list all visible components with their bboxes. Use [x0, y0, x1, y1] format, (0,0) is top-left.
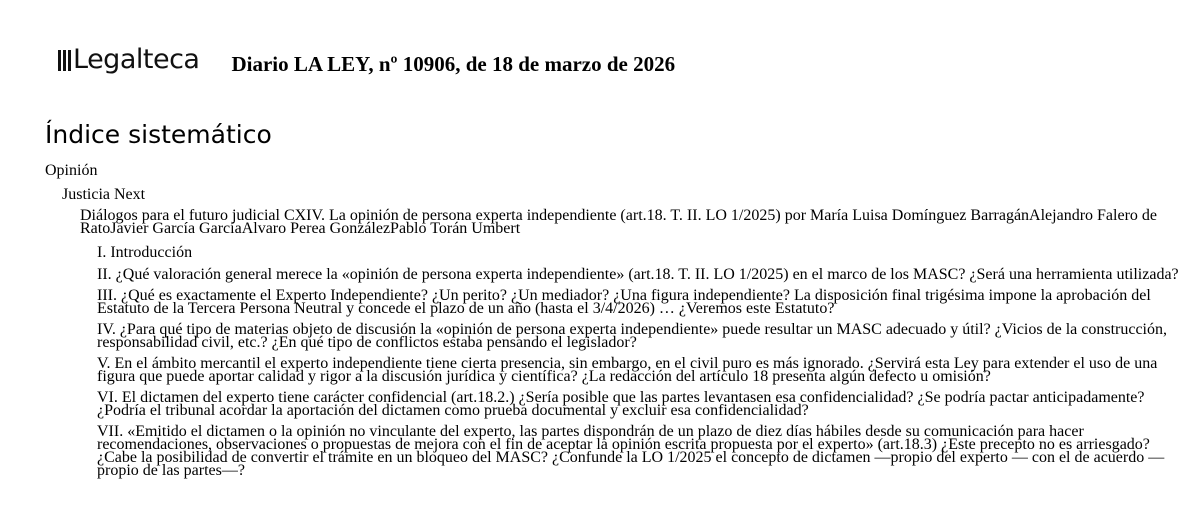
toc-item[interactable]: IV. ¿Para qué tipo de materias objeto de discusión la «opinión de persona experta independiente» puede resultar un MASC adecuado y útil? ¿Vicios de la construcción, responsabilidad civil, etc.? ¿En qué tipo de conflictos estaba pensando el legislador?: [97, 321, 1167, 351]
article-authors: María Luisa Domínguez BarragánAlejandro Falero de RatoJavier García GarcíaAlvaro Perea GonzálezPablo Torán Umbert: [80, 207, 1157, 237]
index-title: Índice sistemático: [45, 120, 272, 149]
issue-title: Diario LA LEY, nº 10906, de 18 de marzo de 2026: [231, 51, 676, 76]
toc-section-opinion[interactable]: Opinión: [45, 162, 98, 179]
document-header: [58, 44, 675, 77]
toc-item[interactable]: V. En el ámbito mercantil el experto independiente tiene cierta presencia, sin embargo, en el civil puro es más ignorado. ¿Servirá esta Ley para extender el uso de una figura que puede aportar calidad y rigor a la discusión jurídica y científica? ¿La redacción del artículo 18 presenta algún defecto u omisión?: [97, 355, 1158, 385]
legalteca-logo[interactable]: [58, 44, 199, 75]
toc-item[interactable]: II. ¿Qué valoración general merece la «opinión de persona experta independiente» (art.18. T. II. LO 1/2025) en el marco de los MASC? ¿Será una herramienta utilizada?: [97, 266, 1179, 283]
article-title: Diálogos para el futuro judicial CXIV. La opinión de persona experta independiente (art.18. T. II. LO 1/2025) por: [80, 207, 811, 224]
toc-item[interactable]: III. ¿Qué es exactamente el Experto Independiente? ¿Un perito? ¿Un mediador? ¿Una figura independiente? La disposición final trigésima impone la aprobación del Estatuto de la Tercera Persona Neutral y concede el plazo de un año (hasta el 3/4/2026) … ¿Veremos este Estatuto?: [97, 287, 1151, 317]
logo-text: Legalteca: [73, 44, 200, 75]
toc-item[interactable]: VI. El dictamen del experto tiene carácter confidencial (art.18.2.) ¿Sería posible que las partes levantasen esa confidencialidad? ¿Se podría pactar anticipadamente? ¿Podría el tribunal acordar la aportación del dictamen como prueba documental y excluir esa confidencialidad?: [97, 389, 1145, 419]
toc-item[interactable]: VII. «Emitido el dictamen o la opinión no vinculante del experto, las partes dispondrán de un plazo de diez días hábiles desde su comunicación para hacer recomendaciones, observaciones o propuestas de mejora con el fin de aceptar la opinión escrita propuesta por el experto» (art.18.3) ¿Este precepto no es arriesgado? ¿Cabe la posibilidad de convertir el trámite en un bloqueo del MASC? ¿Confunde la LO 1/2025 el concepto de dictamen —propio del experto — con el de acuerdo —propio de las partes—?: [97, 423, 1165, 479]
logo-bars-icon: [58, 49, 71, 71]
toc-subsection-justicia-next[interactable]: Justicia Next: [62, 186, 146, 203]
table-of-contents: [45, 161, 1179, 485]
toc-article[interactable]: [80, 209, 1179, 235]
toc-item[interactable]: I. Introducción: [97, 244, 193, 261]
article-sections-list: [97, 246, 1179, 477]
